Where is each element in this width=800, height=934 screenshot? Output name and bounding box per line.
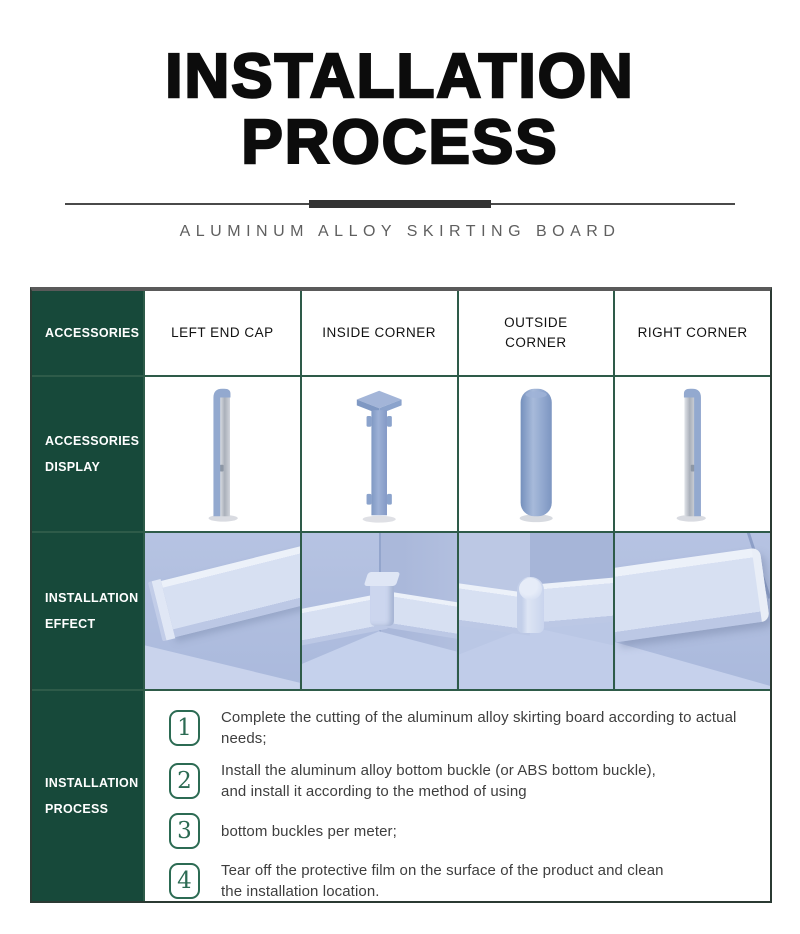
step-4	[169, 860, 760, 902]
row-label-accessories-display	[32, 377, 143, 531]
column-header-outside-corner-text: OUTSIDE CORNER	[504, 315, 568, 350]
outside-corner-piece	[517, 577, 544, 633]
left-end-cap-product-image	[193, 381, 251, 527]
row-label-installation-effect	[32, 533, 143, 689]
end-cap-edge	[148, 579, 175, 642]
column-header-inside-corner	[302, 291, 457, 375]
step-3-badge: 3	[169, 813, 200, 849]
page-title-line2: PROCESS	[241, 108, 559, 177]
installation-steps	[145, 691, 770, 901]
column-header-left-end-cap	[145, 291, 300, 375]
step-1-text: Complete the cutting of the aluminum alloy skirting board according to actual needs;	[221, 709, 737, 747]
row-label-installation-process	[32, 691, 143, 901]
row-label-effect-line2: EFFECT	[45, 617, 96, 631]
right-corner-product-image	[663, 381, 721, 527]
left-end-cap-effect-photo	[145, 533, 300, 689]
step-2-text: Install the aluminum alloy bottom buckle (or ABS bottom buckle), and install it according to the method of using	[221, 762, 656, 800]
page-title-line1: INSTALLATION	[165, 42, 635, 111]
row-label-display-line2: DISPLAY	[45, 460, 101, 474]
outside-corner-product-image	[507, 381, 565, 527]
step-2	[169, 760, 760, 802]
title-divider	[65, 200, 735, 208]
row-label-effect-line1: INSTALLATION	[45, 591, 139, 605]
title-divider-bar	[309, 200, 491, 208]
right-corner-effect-photo	[615, 533, 770, 689]
column-header-left-end-cap-text: LEFT END CAP	[171, 325, 274, 340]
skirting-board	[161, 539, 300, 637]
row-label-accessories-text: ACCESSORIES	[45, 326, 140, 340]
column-header-inside-corner-text: INSIDE CORNER	[322, 325, 436, 340]
masthead	[0, 0, 800, 241]
accessories-table	[30, 287, 772, 903]
inside-corner-piece	[370, 578, 394, 626]
skirting-board	[615, 547, 769, 642]
row-label-process-line2: PROCESS	[45, 802, 109, 816]
row-label-accessories	[32, 291, 143, 375]
step-3-text: bottom buckles per meter;	[221, 822, 397, 840]
step-2-badge: 2	[169, 763, 200, 799]
page-subtitle: ALUMINUM ALLOY SKIRTING BOARD	[179, 223, 621, 240]
step-1	[169, 707, 760, 749]
step-3	[169, 813, 760, 849]
inside-corner-product-image	[350, 381, 408, 527]
page-title	[0, 44, 800, 176]
step-4-badge: 4	[169, 863, 200, 899]
outside-corner-effect-photo	[459, 533, 614, 689]
row-label-display-line1: ACCESSORIES	[45, 434, 140, 448]
left-end-cap-product-cell	[145, 377, 300, 531]
step-4-text: Tear off the protective film on the surface of the product and clean the installation location.	[221, 862, 664, 900]
column-header-right-corner-text: RIGHT CORNER	[637, 325, 748, 340]
column-header-right-corner	[615, 291, 770, 375]
row-label-process-line1: INSTALLATION	[45, 776, 139, 790]
outside-corner-product-cell	[459, 377, 614, 531]
right-corner-product-cell	[615, 377, 770, 531]
inside-corner-effect-photo	[302, 533, 457, 689]
inside-corner-product-cell	[302, 377, 457, 531]
step-1-badge: 1	[169, 710, 200, 746]
column-header-outside-corner	[459, 291, 614, 375]
